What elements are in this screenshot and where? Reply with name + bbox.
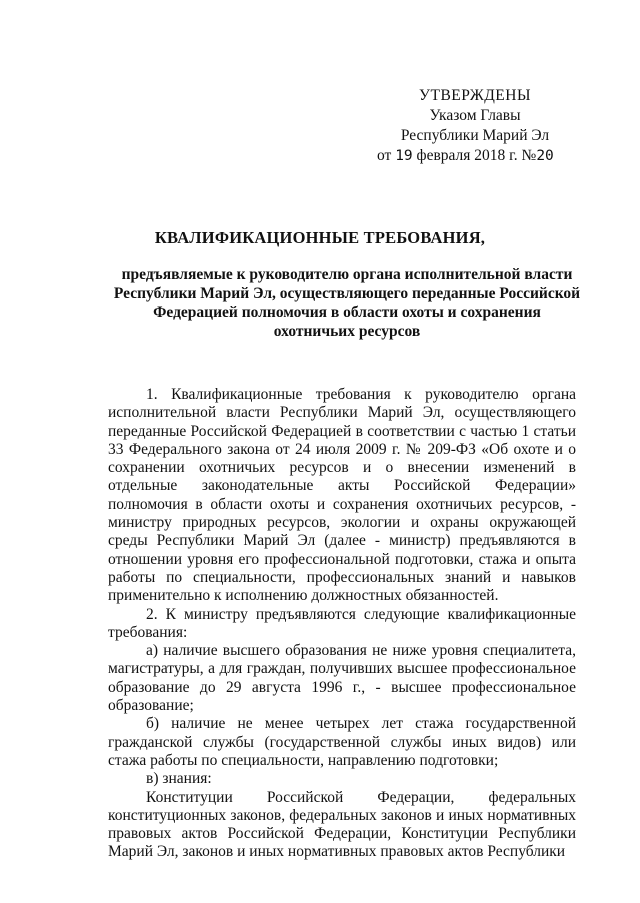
paragraph-2: 2. К министру предъявляются следующие квалификационные требования:: [108, 605, 576, 641]
document-subtitle: [112, 265, 582, 341]
approval-number: 20: [536, 148, 554, 164]
paragraph-2c: в) знания:: [146, 770, 212, 788]
paragraph-2a: а) наличие высшего образования не ниже уровня специалитета, магистратуры, а для граждан, получивших высшее профессиональное образование до 29 августа 1996 г., - высшее профессиональное образование;: [108, 642, 576, 715]
subtitle-line: предъявляемые к руководителю органа исполнительной власти: [121, 266, 573, 283]
subtitle-line: Республики Марий Эл, осуществляющего переданные Российской: [113, 285, 581, 302]
document-body: [108, 386, 576, 862]
approval-issuer: Указом Главы: [429, 107, 521, 124]
approval-date-rest: февраля 2018 г. №: [416, 147, 537, 164]
subtitle-line: охотничьих ресурсов: [273, 323, 421, 340]
paragraph-2c-text: Конституции Российской Федерации, федеральных конституционных законов, федеральных законов и иных нормативных правовых актов Российской Федерации, Конституции Республики Марий Эл, законов и иных нормативных правовых актов Республики: [108, 788, 576, 861]
approval-stamp: [375, 86, 575, 166]
approval-date-prefix: от: [377, 147, 392, 164]
subtitle-line: Федерацией полномочия в области охоты и сохранения: [153, 304, 541, 321]
paragraph-1: 1. Квалификационные требования к руководителю органа исполнительной власти Республики Марий Эл, осуществляющего переданные Российской Федерацией в соответствии с частью 1 статьи 33 Федерального закона от 24 июля 2009 г. № 209-ФЗ «Об охоте и о сохранении охотничьих ресурсов и о внесении изменений в отдельные законодательные акты Российской Федерации» полномочия в области охоты и сохранения охотничьих ресурсов, - министру природных ресурсов, экологии и охраны окружающей среды Республики Марий Эл (далее - министр) предъявляются в отношении уровня его профессиональной подготовки, стажа и опыта работы по специальности, профессиональных знаний и навыков применительно к исполнению должностных обязанностей.: [108, 386, 576, 605]
approval-heading: УТВЕРЖДЕНЫ: [419, 87, 531, 104]
document-title: КВАЛИФИКАЦИОННЫЕ ТРЕБОВАНИЯ,: [154, 228, 486, 247]
paragraph-2b: б) наличие не менее четырех лет стажа государственной гражданской службы (государственной службы иных видов) или стажа работы по специальности, направлению подготовки;: [108, 715, 576, 769]
approval-day: 19: [395, 148, 413, 164]
approval-date: [375, 146, 575, 166]
approval-region: Республики Марий Эл: [400, 127, 550, 144]
